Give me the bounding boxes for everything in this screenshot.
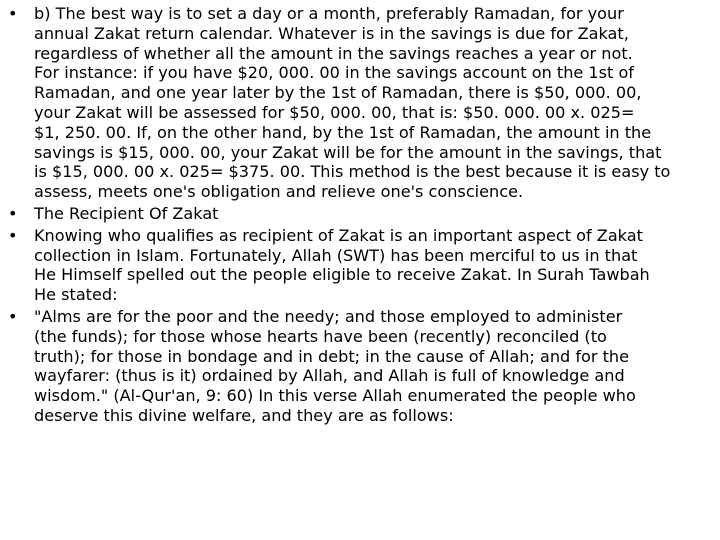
bullet-quran-quote — [8, 307, 714, 426]
paragraph-line: "Alms are for the poor and the needy; and those employed to administer — [34, 306, 623, 326]
bullet-recipient-heading — [8, 204, 714, 224]
paragraph-line: annual Zakat return calendar. Whatever is in the savings is due for Zakat, — [34, 23, 629, 43]
paragraph-line: b) The best way is to set a day or a month, preferably Ramadan, for your — [34, 4, 624, 23]
paragraph-line: He stated: — [34, 285, 118, 305]
bullet-marker: • — [8, 203, 18, 223]
paragraph-line: For instance: if you have $20, 000. 00 in the savings account on the 1st of — [34, 63, 634, 83]
paragraph-line: truth); for those in bondage and in debt; in the cause of Allah; and for the — [34, 346, 630, 366]
paragraph-line: savings is $15, 000. 00, your Zakat will be for the amount in the savings, that — [34, 142, 662, 162]
paragraph-line: regardless of whether all the amount in the savings reaches a year or not. — [34, 43, 633, 63]
paragraph-line: your Zakat will be assessed for $50, 000. 00, that is: $50. 000. 00 x. 025= — [34, 102, 635, 122]
paragraph-line: wayfarer: (thus is it) ordained by Allah, and Allah is full of knowledge and — [34, 366, 625, 386]
bullet-recipient-intro — [8, 226, 714, 305]
bullet-marker: • — [8, 306, 18, 326]
bullet-marker: • — [8, 4, 18, 23]
paragraph-line: deserve this divine welfare, and they are as follows: — [34, 405, 454, 425]
bullet-zakat-calendar — [8, 4, 714, 202]
paragraph-line: (the funds); for those whose hearts have been (recently) reconciled (to — [34, 326, 607, 346]
paragraph-line: $1, 250. 00. If, on the other hand, by the 1st of Ramadan, the amount in the — [34, 122, 652, 142]
paragraph-line: collection in Islam. Fortunately, Allah (SWT) has been merciful to us in that — [34, 245, 638, 265]
section-heading: The Recipient Of Zakat — [34, 203, 219, 223]
paragraph-line: assess, meets one's obligation and relieve one's conscience. — [34, 182, 524, 202]
paragraph-line: wisdom." (Al-Qur'an, 9: 60) In this verse Allah enumerated the people who — [34, 386, 636, 406]
paragraph-line: He Himself spelled out the people eligible to receive Zakat. In Surah Tawbah — [34, 265, 650, 285]
paragraph-line: Ramadan, and one year later by the 1st of Ramadan, there is $50, 000. 00, — [34, 83, 642, 103]
paragraph-line: Knowing who qualifies as recipient of Zakat is an important aspect of Zakat — [34, 225, 643, 245]
paragraph-line: is $15, 000. 00 x. 025= $375. 00. This method is the best because it is easy to — [34, 162, 671, 182]
bullet-marker: • — [8, 225, 18, 245]
bullet-list — [8, 4, 714, 428]
